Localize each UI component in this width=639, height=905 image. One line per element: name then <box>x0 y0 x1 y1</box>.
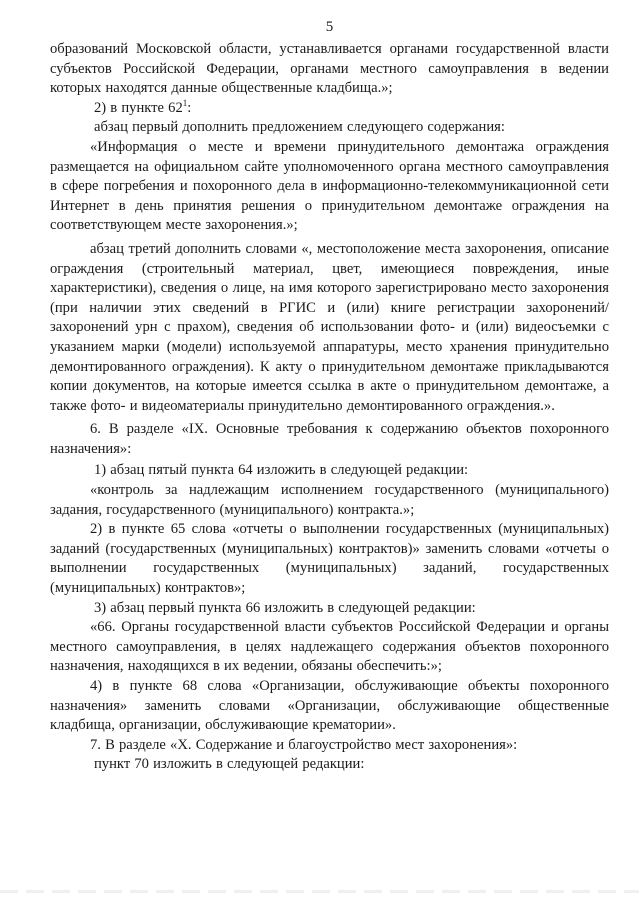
paragraph-point-70: пункт 70 изложить в следующей редакции: <box>94 756 365 773</box>
paragraph-section-7: 7. В разделе «X. Содержание и благоустройство мест захоронения»: <box>90 736 518 753</box>
paragraph-section-6: 6. В разделе «IX. Основные требования к содержанию объектов похоронного назначения»: <box>50 421 609 457</box>
paragraph-quote-information: «Информация о месте и времени принудительного демонтажа ограждения размещается на официальном сайте уполномоченного органа местного самоуправления в сфере погребения и похоронного дела в информационно-телекоммуникационной сети Интернет в день принятия решения о принудительном демонтаже ограждения на соответствующем месте захоронения.»; <box>50 138 609 234</box>
item-2-text: 2) в пункте 62 <box>94 99 183 116</box>
paragraph-continuation: образований Московской области, устанавливается органами государственной власти субъектов Российской Федерации, органами местного самоуправления в ведении которых находятся данные общественные кладбища.»; <box>50 41 609 97</box>
item-2-suffix: : <box>187 99 192 116</box>
paragraph-item-3: 3) абзац первый пункта 66 изложить в следующей редакции: <box>94 599 476 616</box>
paragraph-item-2-point-65: 2) в пункте 65 слова «отчеты о выполнении государственных (муниципальных) заданий (государственных (муниципальных) контрактов)» заменить словами «отчеты о выполнении государственных (муниципальных) заданий, государственных (муниципальных) контрактов»; <box>50 521 609 597</box>
paragraph-quote-control: «контроль за надлежащим исполнением государственного (муниципального) задания, государственного (муниципального) контракта.»; <box>50 482 609 518</box>
paragraph-add-sentence: абзац первый дополнить предложением следующего содержания: <box>94 119 505 136</box>
paragraph-item-4: 4) в пункте 68 слова «Организации, обслуживающие объекты похоронного назначения» заменить словами «Организации, обслуживающие общественные кладбища, организации, обслуживающие крематории». <box>50 678 609 734</box>
paragraph-item-2 <box>50 99 609 119</box>
paragraph-item-1: 1) абзац пятый пункта 64 изложить в следующей редакции: <box>94 462 469 479</box>
scan-artifact-line <box>0 890 639 893</box>
item-2-superscript: 1 <box>182 97 188 108</box>
paragraph-third-addition: абзац третий дополнить словами «, местоположение места захоронения, описание ограждения (строительный материал, цвет, имеющиеся повреждения, иные характеристики), сведения о лице, на имя которого зарегистрировано место захоронения (при наличии этих сведений в РГИС и (или) книге регистрации захоронений/захоронений урн с прахом), сведения об использовании фото- и (или) видеосъемки с указанием марки (модели) используемой аппаратуры, место хранения принудительно демонтированного ограждения). К акту о принудительном демонтаже прикладываются копии документов, на которые имеется ссылка в акте о принудительном демонтаже, а также фото- и видеоматериалы принудительно демонтированного ограждения.». <box>50 240 609 414</box>
paragraph-quote-66: «66. Органы государственной власти субъектов Российской Федерации и органы местного самоуправления, в целях надлежащего содержания объектов похоронного назначения, находящихся в их ведении, обязаны обеспечить:»; <box>50 619 609 675</box>
page-number: 5 <box>325 19 334 35</box>
